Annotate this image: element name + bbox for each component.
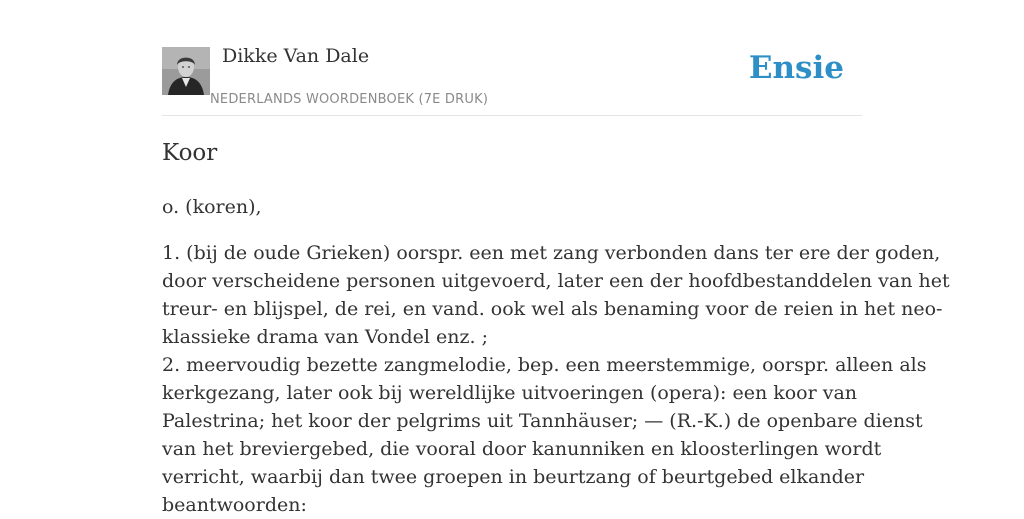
entry-definition: [162, 239, 950, 519]
definition-line: beantwoorden:: [162, 494, 307, 516]
author-name[interactable]: Dikke Van Dale: [222, 45, 370, 67]
definition-line: door verscheidene personen uitgevoerd, later een der hoofdbestanddelen van het: [162, 270, 950, 292]
definition-line: 2. meervoudig bezette zangmelodie, bep. een meerstemmige, oorspr. alleen als: [162, 354, 927, 376]
definition-line: klassieke drama van Vondel enz. ;: [162, 326, 488, 348]
entry-title: Koor: [162, 140, 218, 166]
page-header: [162, 0, 862, 116]
source-label[interactable]: NEDERLANDS WOORDENBOEK (7E DRUK): [210, 92, 489, 107]
definition-line: 1. (bij de oude Grieken) oorspr. een met zang verbonden dans ter ere der goden,: [162, 242, 941, 264]
dictionary-page: [162, 0, 950, 516]
portrait-avatar-svg: [162, 47, 210, 95]
entry-grammar: o. (koren),: [162, 196, 262, 218]
definition-line: treur- en blijspel, de rei, en vand. ook wel als benaming voor de reien in het neo-: [162, 298, 943, 320]
definition-line: van het breviergebed, die vooral door kanunniken en kloosterlingen wordt: [162, 438, 882, 460]
definition-line: Palestrina; het koor der pelgrims uit Tannhäuser; — (R.-K.) de openbare dienst: [162, 410, 923, 432]
definition-line: verricht, waarbij dan twee groepen in beurtzang of beurtgebed elkander: [162, 466, 865, 488]
definition-line: kerkgezang, later ook bij wereldlijke uitvoeringen (opera): een koor van: [162, 382, 858, 404]
brand-logo[interactable]: Ensie: [748, 50, 844, 86]
portrait-avatar-icon: [162, 47, 210, 95]
